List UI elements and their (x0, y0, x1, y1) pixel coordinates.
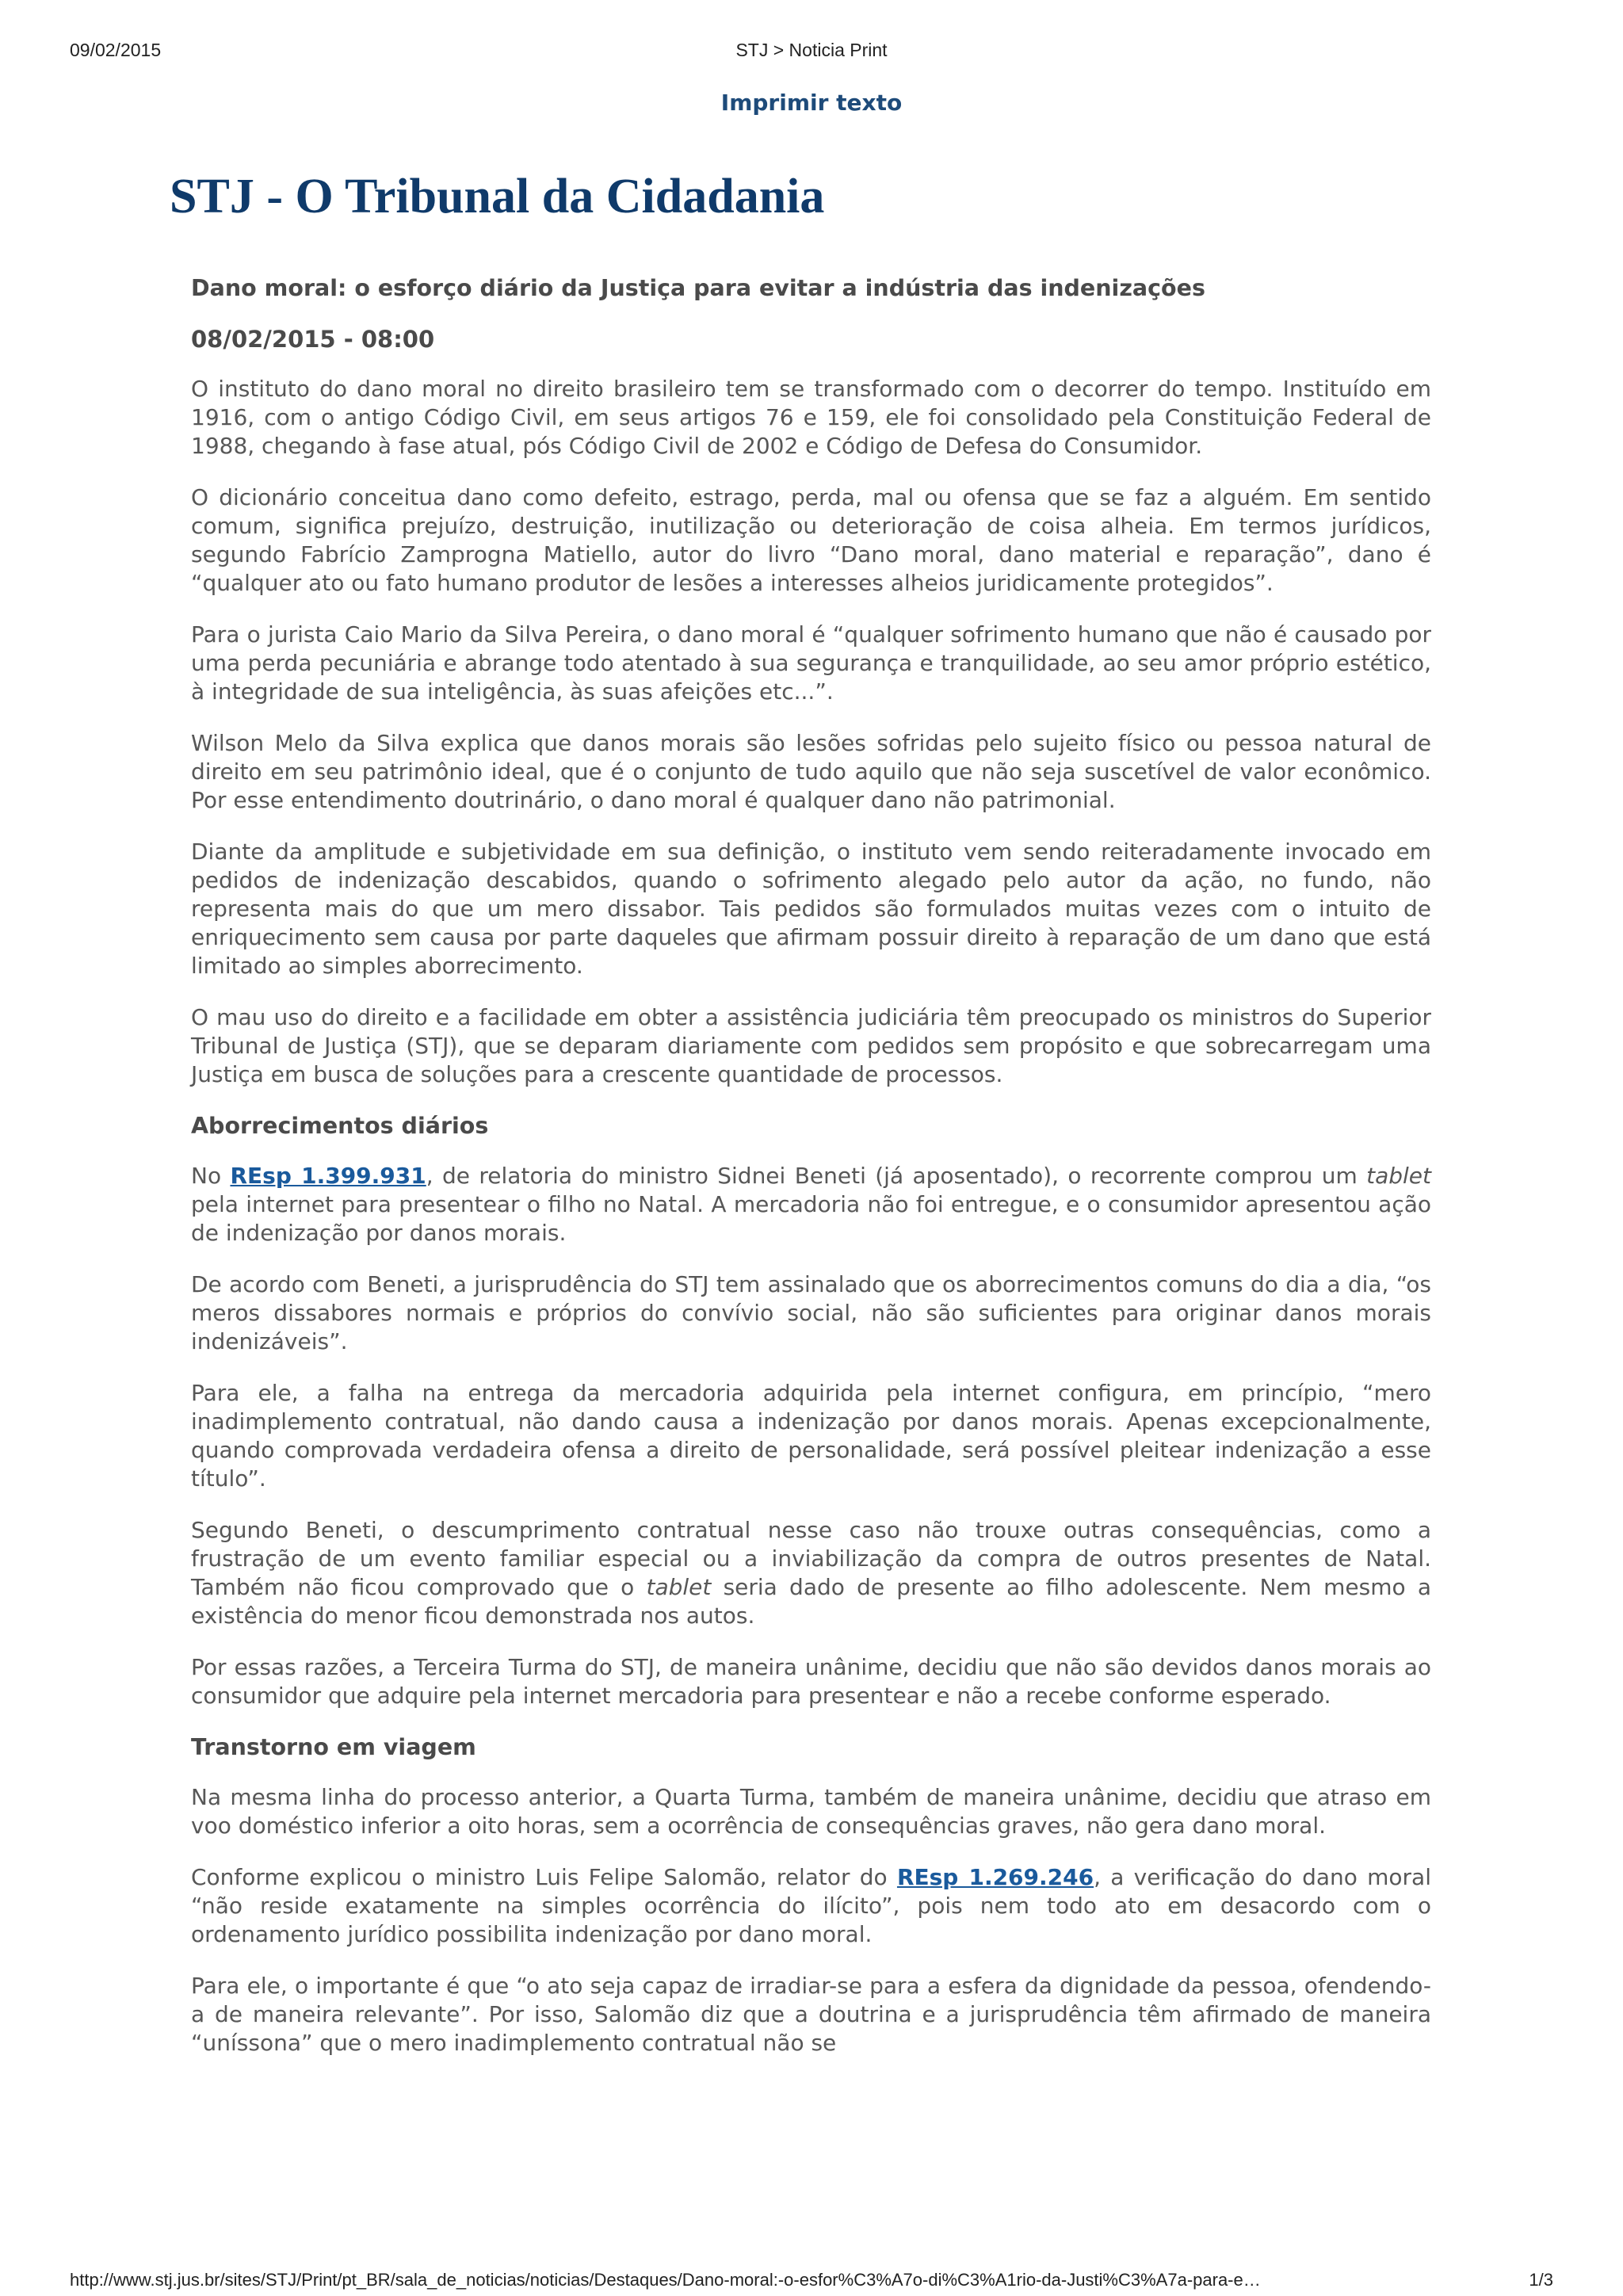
text-fragment: , a verificação do dano moral “não reside exatamente na simples ocorrência do ilícito”, pois nem todo ato em desacordo com o ordenamento jurídico possibilita indenização por dano moral. (191, 1864, 1431, 1947)
print-header (70, 40, 1553, 63)
article-headline: Dano moral: o esforço diário da Justiça para evitar a indústria das indenizações (191, 275, 1205, 301)
text-fragment: pela internet para presentear o filho no Natal. A mercadoria não foi entregue, e o consumidor apresentou ação de indenização por danos morais. (191, 1191, 1431, 1246)
article-paragraph: Na mesma linha do processo anterior, a Quarta Turma, também de maneira unânime, decidiu que atraso em voo doméstico inferior a oito horas, sem a ocorrência de consequências graves, não gera dano moral. (191, 1784, 1431, 1839)
article-paragraph: De acordo com Beneti, a jurisprudência do STJ tem assinalado que os aborrecimentos comuns do dia a dia, “os meros dissabores normais e próprios do convívio social, não são suficientes para originar danos morais indenizáveis”. (191, 1271, 1431, 1354)
article-paragraph: Wilson Melo da Silva explica que danos morais são lesões sofridas pelo sujeito físico ou pessoa natural de direito em seu patrimônio ideal, que é o conjunto de tudo aquilo que não seja suscetível de valor econômico. Por esse entendimento doutrinário, o dano moral é qualquer dano não patrimonial. (191, 730, 1431, 813)
page-number: 1/3 (1529, 2270, 1553, 2290)
article-paragraph: Para ele, a falha na entrega da mercadoria adquirida pela internet configura, em princípio, “mero inadimplemento contratual, não dando causa a indenização por danos morais. Apenas excepcionalmente, quando comprovada verdadeira ofensa a direito de personalidade, será possível pleitear indenização a esse título”. (191, 1380, 1431, 1492)
text-fragment: Conforme explicou o ministro Luis Felipe Salomão, relator do (191, 1864, 897, 1890)
print-date: 09/02/2015 (70, 40, 162, 60)
article-paragraph (191, 1516, 1431, 1630)
site-title: STJ - O Tribunal da Cidadania (170, 170, 825, 223)
resp-1269246-link[interactable]: REsp 1.269.246 (896, 1864, 1094, 1890)
article-paragraph: O mau uso do direito e a facilidade em obter a assistência judiciária têm preocupado os ministros do Superior Tribunal de Justiça (STJ), que se deparam diariamente com pedidos sem propósito e que sobrecarregam uma Justiça em busca de soluções para a crescente quantidade de processos. (191, 1004, 1431, 1087)
text-fragment: No (191, 1163, 231, 1189)
article-paragraph: Diante da amplitude e subjetividade em sua definição, o instituto vem sendo reiteradamente invocado em pedidos de indenização descabidos, quando o sofrimento alegado pelo autor da ação, no fundo, não representa mais do que um mero dissabor. Tais pedidos são formulados muitas vezes com o intuito de enriquecimento sem causa por parte daqueles que afirmam possuir direito à reparação de um dano que está limitado ao simples aborrecimento. (191, 839, 1431, 979)
article-datetime: 08/02/2015 - 08:00 (191, 326, 435, 353)
article (191, 274, 1431, 2080)
print-footer (70, 2270, 1553, 2292)
text-fragment: , de relatoria do ministro Sidnei Beneti (já aposentado), o recorrente comprou um (426, 1163, 1367, 1189)
article-paragraph: Para ele, o importante é que “o ato seja capaz de irradiar-se para a esfera da dignidade da pessoa, ofendendo-a de maneira relevante”. Por isso, Salomão diz que a doutrina e a jurisprudência têm afirmado de maneira “uníssona” que o mero inadimplemento contratual não se (191, 1973, 1431, 2056)
article-paragraph (191, 1162, 1431, 1247)
text-fragment-italic: tablet (646, 1574, 712, 1600)
print-page-title: STJ > Noticia Print (735, 40, 888, 60)
article-paragraph: Para o jurista Caio Mario da Silva Pereira, o dano moral é “qualquer sofrimento humano que não é causado por uma perda pecuniária e abrange todo atentado à sua segurança e tranquilidade, ao seu amor próprio estético, à integridade de sua inteligência, às suas afeições etc...”. (191, 621, 1431, 705)
article-paragraph: O instituto do dano moral no direito brasileiro tem se transformado com o decorrer do tempo. Instituído em 1916, com o antigo Código Civil, em seus artigos 76 e 159, ele foi consolidado pela Constituição Federal de 1988, chegando à fase atual, pós Código Civil de 2002 e Código de Defesa do Consumidor. (191, 376, 1431, 459)
text-fragment-italic: tablet (1366, 1163, 1432, 1189)
section-heading-transtorno: Transtorno em viagem (191, 1734, 476, 1760)
resp-1399931-link[interactable]: REsp 1.399.931 (230, 1163, 426, 1189)
print-url: http://www.stj.jus.br/sites/STJ/Print/pt_BR/sala_de_noticias/noticias/Destaques/Dano-moral:-o-esfor%C3%A7o-di%C3%A1rio-da-Justi%C3%A7a-para-e… (70, 2270, 1261, 2290)
article-paragraph: O dicionário conceitua dano como defeito, estrago, perda, mal ou ofensa que se faz a alguém. Em sentido comum, significa prejuízo, destruição, inutilização ou deterioração de coisa alheia. Em termos jurídicos, segundo Fabrício Zamprogna Matiello, autor do livro “Dano moral, dano material e reparação”, dano é “qualquer ato ou fato humano produtor de lesões a interesses alheios juridicamente protegidos”. (191, 484, 1431, 596)
section-heading-aborrecimentos: Aborrecimentos diários (191, 1113, 489, 1139)
print-text-link[interactable]: Imprimir texto (720, 90, 903, 116)
article-paragraph: Por essas razões, a Terceira Turma do STJ, de maneira unânime, decidiu que não são devidos danos morais ao consumidor que adquire pela internet mercadoria para presentear e não a recebe conforme esperado. (191, 1654, 1431, 1709)
text-fragment: Segundo Beneti, o descumprimento contratual nesse caso não trouxe outras consequências, como a frustração de um evento familiar especial ou a inviabilização da compra de outros presentes de Natal. Também não ficou comprovado que o (191, 1517, 1431, 1600)
article-paragraph (191, 1863, 1431, 1949)
text-fragment: seria dado de presente ao filho adolescente. Nem mesmo a existência do menor ficou demonstrada nos autos. (191, 1574, 1431, 1629)
